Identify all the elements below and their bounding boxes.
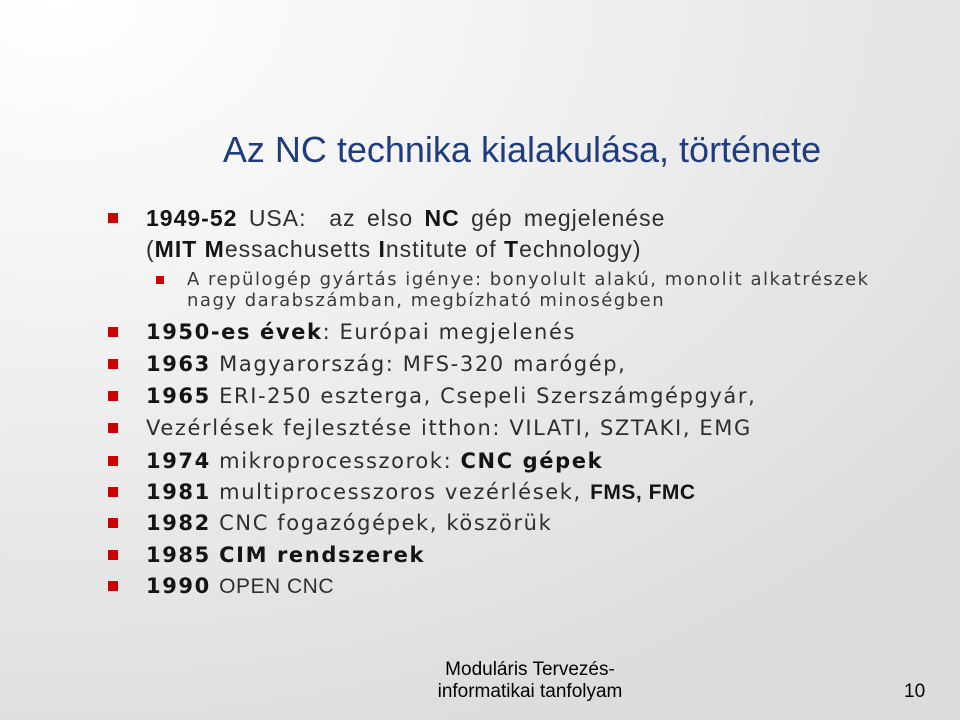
red-square-bullet-icon: [108, 359, 118, 369]
red-square-bullet-icon: [108, 391, 118, 401]
red-square-bullet-icon: [156, 276, 164, 284]
bullet-item-1985: [146, 540, 425, 570]
bullet-emphasis: CNC gépek: [460, 449, 604, 473]
red-square-bullet-icon: [108, 581, 118, 591]
bullet-text: nstitute of: [385, 236, 497, 262]
bullet-text: echnology): [519, 236, 642, 262]
sub-bullet-text: A repülogép gyártás igénye: bonyolult alakú, monolit alkatrészek: [187, 269, 870, 290]
bullet-item-1949-continuation: [146, 234, 642, 264]
bullet-text: ERI-250 eszterga, Csepeli Szerszámgépgyár,: [219, 384, 757, 408]
bullet-item-1963: [146, 349, 626, 379]
bullet-text: gép megjelenése: [471, 205, 666, 231]
sub-bullet-continuation: [187, 290, 665, 312]
page-number: 10: [904, 681, 926, 702]
red-square-bullet-icon: [108, 423, 118, 433]
bullet-year: 1990: [146, 574, 211, 598]
bullet-year: 1963: [146, 352, 211, 376]
bullet-text: : Európai megjelenés: [322, 320, 577, 344]
bullet-item-1981: [146, 477, 696, 507]
bullet-text: multiprocesszoros vezérlések,: [219, 480, 582, 504]
bullet-emphasis: NC: [424, 205, 460, 231]
footer-course-title: [330, 659, 730, 703]
bullet-year: 1974: [146, 449, 211, 473]
bullet-year: 1965: [146, 384, 211, 408]
bullet-text: Vezérlések fejlesztése itthon: VILATI, SZTAKI, EMG: [146, 416, 752, 440]
bullet-year: 1982: [146, 511, 211, 535]
red-square-bullet-icon: [108, 550, 118, 560]
bullet-text: (: [146, 236, 155, 262]
bullet-text: OPEN CNC: [219, 575, 334, 598]
bullet-item-1965: [146, 381, 756, 411]
bullet-emphasis: FMS, FMC: [590, 481, 696, 504]
acronym: MIT: [154, 236, 198, 262]
acronym-letter: T: [504, 236, 520, 262]
sub-bullet-text: nagy darabszámban, megbízható minoségben: [187, 290, 666, 311]
bullet-text: USA: az elso: [248, 205, 414, 231]
bullet-item-1950: [146, 317, 576, 347]
bullet-item-1990: [146, 571, 334, 601]
bullet-year: 1985: [146, 543, 211, 567]
bullet-item-1982: [146, 508, 552, 538]
slide-title: Az NC technika kialakulása, története: [222, 129, 822, 170]
bullet-year: 1950-es évek: [146, 320, 323, 344]
red-square-bullet-icon: [108, 518, 118, 528]
bullet-text: CNC fogazógépek, köszörük: [219, 511, 553, 535]
red-square-bullet-icon: [108, 213, 118, 223]
red-square-bullet-icon: [108, 487, 118, 497]
red-square-bullet-icon: [108, 327, 118, 337]
bullet-text: Magyarország: MFS-320 marógép,: [219, 352, 627, 376]
bullet-text: essachusetts: [224, 236, 372, 262]
bullet-year: 1981: [146, 480, 211, 504]
bullet-item-1949: [146, 203, 665, 233]
bullet-item-1974: [146, 446, 603, 476]
acronym-letter: M: [204, 236, 225, 262]
bullet-year: 1949-52: [146, 205, 238, 231]
red-square-bullet-icon: [108, 456, 118, 466]
acronym-letter: I: [378, 236, 386, 262]
footer-line: Moduláris Tervezés-: [445, 659, 615, 680]
footer-line: informatikai tanfolyam: [437, 681, 623, 702]
sub-bullet-item: [187, 269, 870, 291]
bullet-emphasis: CIM rendszerek: [219, 543, 426, 567]
bullet-text: mikroprocesszorok:: [219, 449, 453, 473]
bullet-item-controllers: [146, 413, 752, 443]
